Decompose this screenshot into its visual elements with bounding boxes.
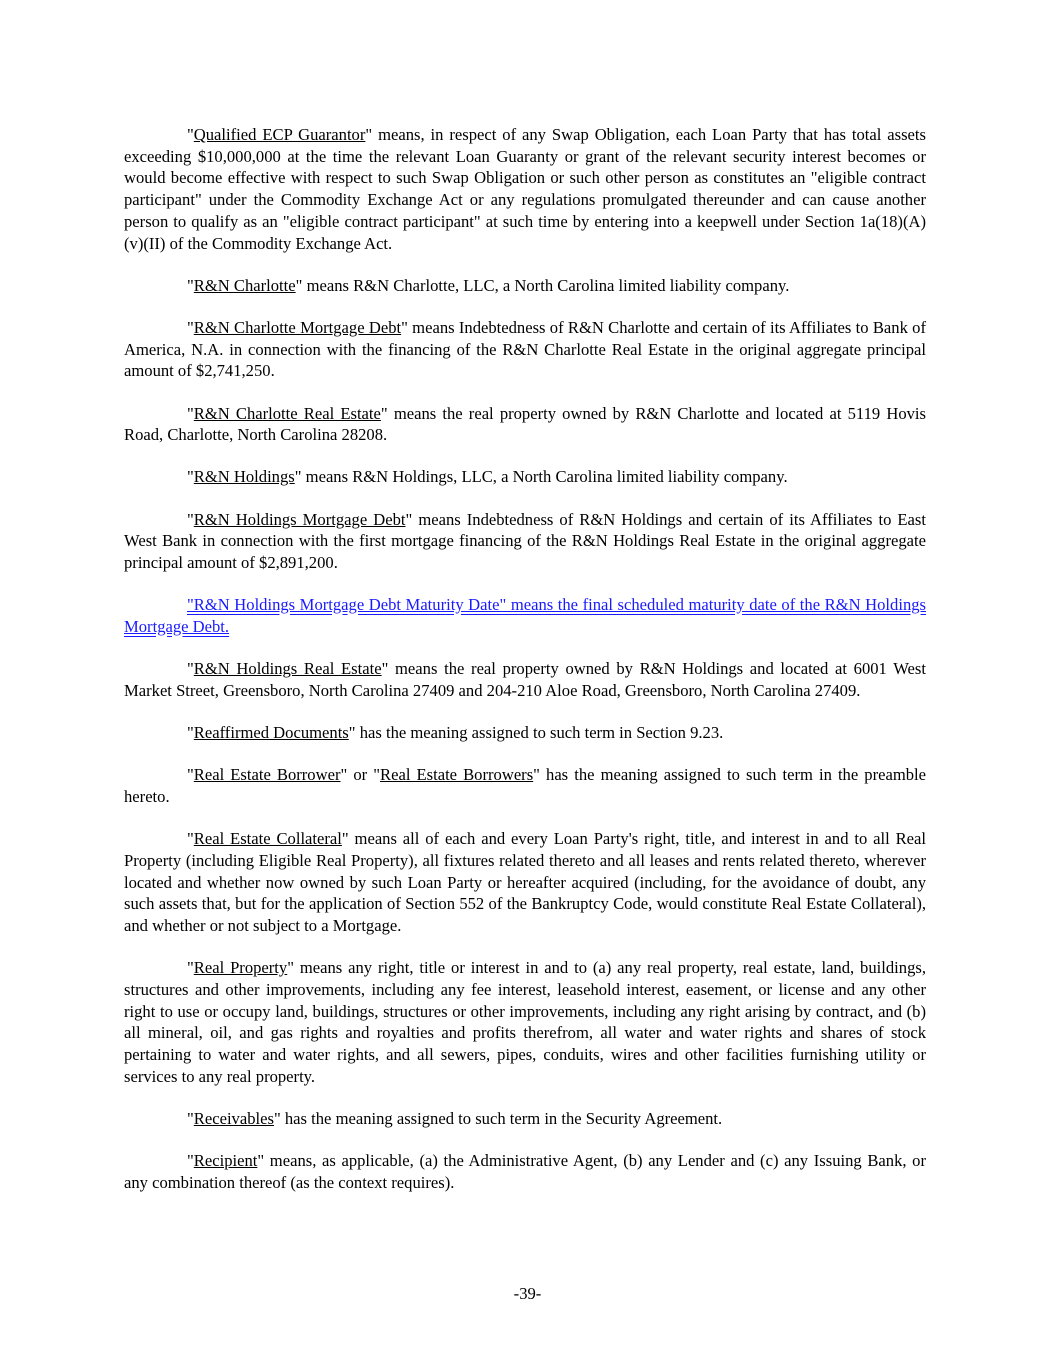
definition-real-estate-collateral: [124, 828, 926, 937]
document-body: [124, 124, 926, 1214]
open-quote: ": [187, 403, 194, 423]
term-separator: " or ": [340, 765, 381, 785]
defined-term: Qualified ECP Guarantor: [193, 125, 366, 144]
defined-term: R&N Holdings Mortgage Debt: [193, 509, 406, 529]
open-quote: ": [187, 125, 194, 144]
defined-term-alt: Real Estate Borrowers: [380, 765, 534, 785]
definition-text: " means any right, title or interest in and to (a) any real property, real estate, land, buildings, structures and other improvements, including any fee interest, leasehold interest, easement, or license and any other right to use or occupy land, buildings, structures or other improvements, including any right arising by contract, and (b) all mineral, oil, and gas rights and royalties and profits therefrom, all water and water rights and shares of stock pertaining to water and water rights, and all sewers, pipes, conduits, wires and other facilities furnishing utility or services to any real property.: [124, 958, 926, 1086]
page-number: -39-: [513, 1284, 542, 1303]
definition-reaffirmed-documents: [124, 722, 926, 744]
defined-term: R&N Holdings Real Estate: [193, 659, 382, 679]
defined-term: R&N Charlotte Mortgage Debt: [193, 317, 402, 337]
open-quote: ": [187, 1151, 194, 1171]
definition-rn-holdings-mortgage-debt: [124, 509, 926, 574]
inserted-revision-text: "R&N Holdings Mortgage Debt Maturity Date" means the final scheduled maturity date of the R&N Holdings Mortgage Debt.: [124, 595, 926, 636]
definition-rn-holdings-real-estate: [124, 658, 926, 701]
definition-text: " means the real property owned by R&N Holdings and located at 6001 West Market Street, Greensboro, North Carolina 27409 and 204-210 Aloe Road, Greensboro, North Carolina 27409.: [124, 659, 926, 700]
definition-recipient: [124, 1150, 926, 1193]
definition-text: " means Indebtedness of R&N Holdings and certain of its Affiliates to East West Bank in connection with the first mortgage financing of the R&N Holdings Real Estate in the original aggregate principal amount of $2,891,200.: [124, 509, 926, 573]
definition-text: " has the meaning assigned to such term in the preamble hereto.: [124, 765, 927, 806]
definition-real-estate-borrower: [124, 764, 926, 807]
open-quote: ": [187, 1108, 194, 1128]
open-quote: ": [187, 467, 194, 487]
inserted-definition-rn-holdings-mortgage-debt-maturity-date: [124, 594, 926, 637]
definition-text: " has the meaning assigned to such term in Section 9.23.: [348, 723, 724, 743]
open-quote: ": [187, 958, 194, 978]
defined-term: Recipient: [193, 1151, 258, 1171]
definition-text: " means all of each and every Loan Party's right, title, and interest in and to all Real Property (including Eligible Real Property), all fixtures related thereto and all leases and rents related thereto, wherever located and whether now owned by such Loan Party or hereafter acquired (including, for the avoidance of doubt, any such assets that, but for the application of Section 552 of the Bankruptcy Code, would constitute Real Estate Collateral), and whether or not subject to a Mortgage.: [124, 829, 926, 935]
definition-rn-charlotte: [124, 275, 926, 297]
definition-rn-charlotte-real-estate: [124, 403, 926, 446]
open-quote: ": [187, 829, 194, 849]
open-quote: ": [187, 317, 194, 337]
definition-receivables: [124, 1108, 926, 1130]
definition-text: " means Indebtedness of R&N Charlotte and certain of its Affiliates to Bank of America, N.A. in connection with the financing of the R&N Charlotte Real Estate in the original aggregate principal amount of $2,741,250.: [124, 317, 926, 381]
defined-term: Reaffirmed Documents: [193, 723, 349, 743]
defined-term: Real Estate Borrower: [193, 765, 341, 785]
definition-rn-charlotte-mortgage-debt: [124, 317, 926, 382]
defined-term: Receivables: [193, 1108, 274, 1128]
defined-term: R&N Holdings: [193, 467, 295, 487]
definition-text: " means the real property owned by R&N Charlotte and located at 5119 Hovis Road, Charlotte, North Carolina 28208.: [124, 403, 926, 445]
definition-text: " means R&N Holdings, LLC, a North Carolina limited liability company.: [294, 467, 788, 487]
defined-term: Real Property: [193, 958, 288, 978]
definition-rn-holdings: [124, 466, 926, 488]
definition-text: " means, as applicable, (a) the Administrative Agent, (b) any Lender and (c) any Issuing Bank, or any combination thereof (as the context requires).: [124, 1151, 926, 1192]
definition-real-property: [124, 957, 926, 1087]
defined-term: R&N Charlotte Real Estate: [193, 403, 381, 423]
definition-text: " has the meaning assigned to such term in the Security Agreement.: [273, 1108, 723, 1128]
defined-term: R&N Charlotte: [193, 275, 296, 295]
open-quote: ": [187, 509, 194, 529]
open-quote: ": [187, 275, 194, 295]
open-quote: ": [187, 659, 194, 679]
open-quote: ": [187, 765, 194, 785]
definition-qualified-ecp-guarantor: [124, 124, 926, 254]
definition-text: " means, in respect of any Swap Obligation, each Loan Party that has total assets exceeding $10,000,000 at the time the relevant Loan Guaranty or grant of the relevant security interest becomes or would become effective with respect to such Swap Obligation or such other person as constitutes an "eligible contract participant" under the Commodity Exchange Act or any regulations promulgated thereunder and can cause another person to qualify as an "eligible contract participant" at such time by entering into a keepwell under Section 1a(18)(A)(v)(II) of the Commodity Exchange Act.: [124, 125, 926, 253]
open-quote: ": [187, 723, 194, 743]
defined-term: Real Estate Collateral: [193, 829, 342, 849]
definition-text: " means R&N Charlotte, LLC, a North Carolina limited liability company.: [295, 275, 790, 295]
